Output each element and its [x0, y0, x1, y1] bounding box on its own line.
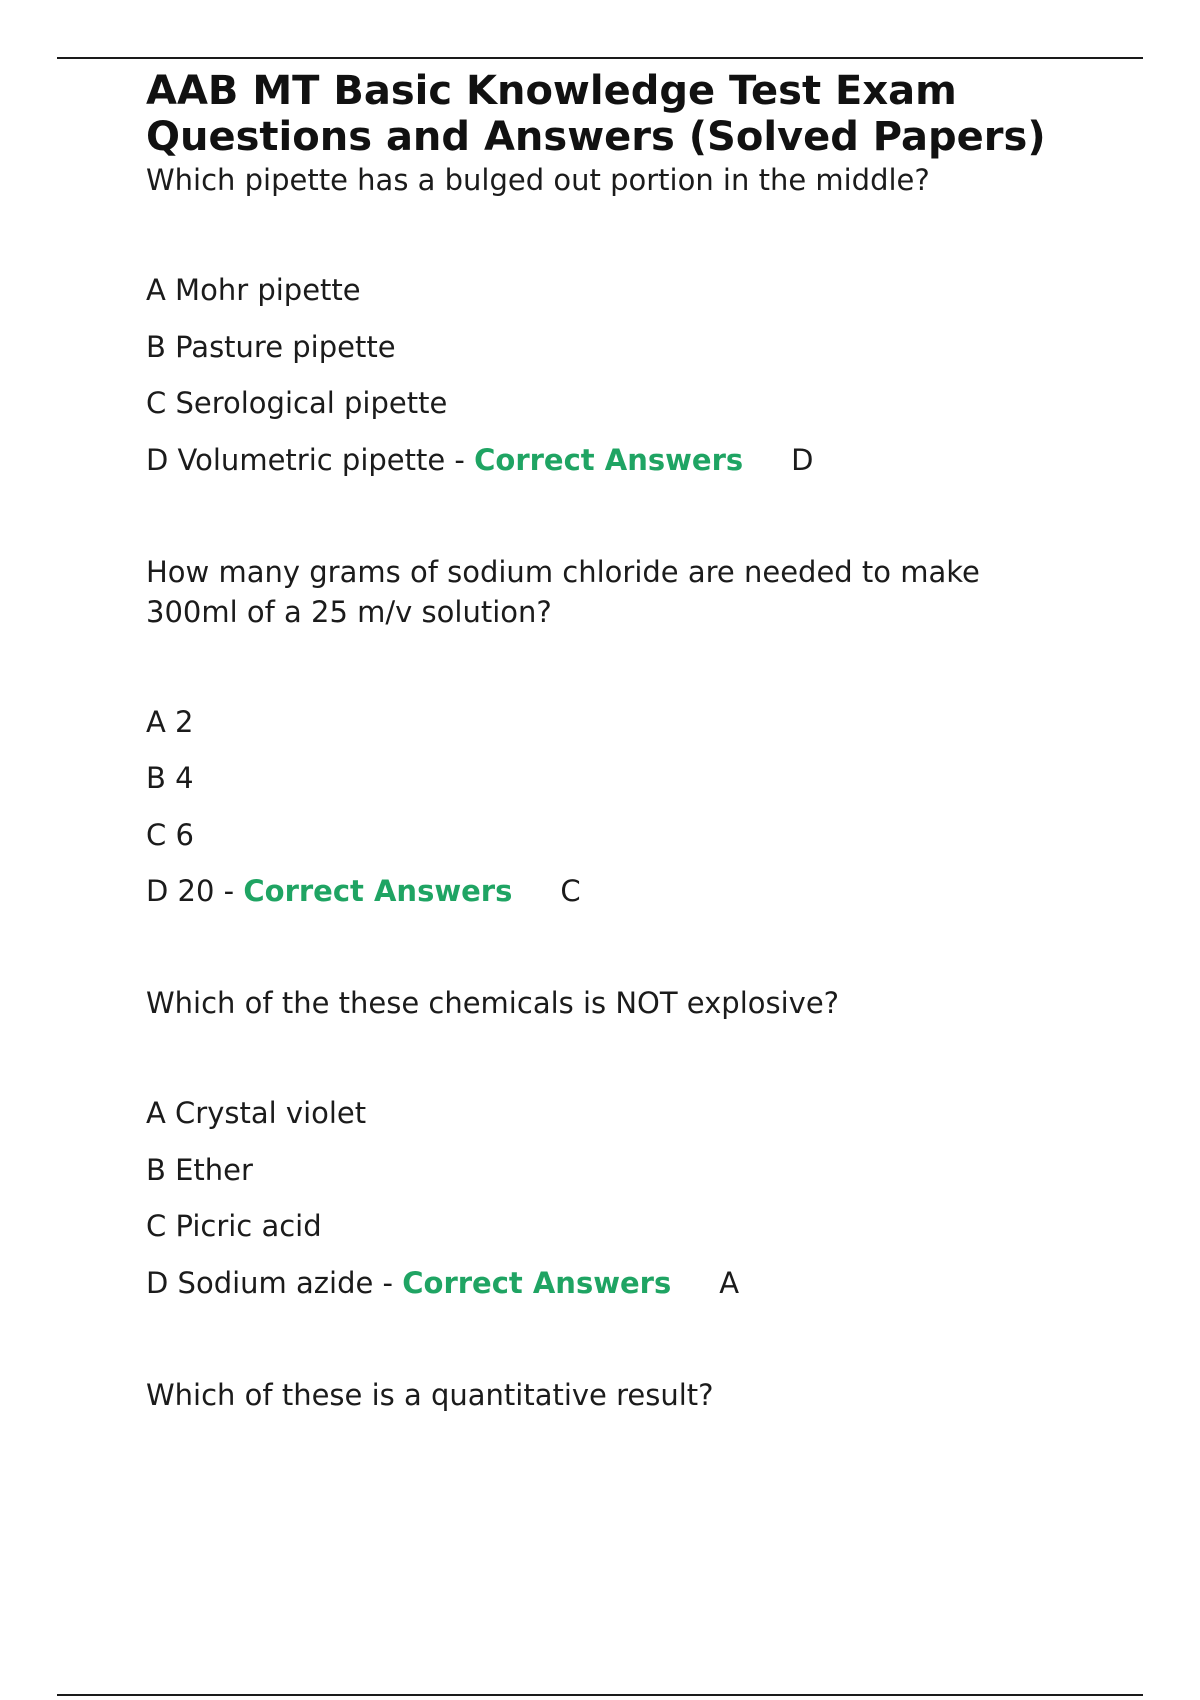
option-c: C 6: [146, 817, 194, 852]
option-a: A Mohr pipette: [146, 273, 361, 307]
question-text: Which of the these chemicals is NOT explosive?: [146, 986, 840, 1020]
option-b: B 4: [146, 761, 194, 795]
top-rule: [57, 57, 1143, 59]
option-d: D 20 - Correct Answers C: [146, 871, 1076, 911]
question-block: [146, 552, 1076, 912]
option-list: [146, 1093, 1076, 1303]
answer-letter: A: [719, 1265, 740, 1300]
question-block: [146, 983, 1076, 1303]
option-b: B Pasture pipette: [146, 329, 396, 364]
correct-answers-label: Correct Answers: [243, 874, 513, 908]
document-body: [146, 68, 1076, 1415]
option-b: B Ether: [146, 1152, 253, 1187]
question-text: Which of these is a quantitative result?: [146, 1377, 714, 1412]
option-d: D Volumetric pipette - Correct Answers D: [146, 440, 1076, 480]
correct-answers-label: Correct Answers: [402, 1265, 672, 1300]
option-c: C Serological pipette: [146, 386, 448, 420]
answer-letter: D: [791, 442, 814, 477]
document-title: AAB MT Basic Knowledge Test Exam Questions and Answers (Solved Papers): [146, 68, 1046, 160]
option-a: A 2: [146, 704, 194, 739]
correct-answers-label: Correct Answers: [474, 442, 744, 477]
option-list: [146, 270, 1076, 480]
question-text: How many grams of sodium chloride are needed to make 300ml of a 25 m/v solution?: [146, 554, 980, 629]
option-c: C Picric acid: [146, 1209, 322, 1243]
question-text: Which pipette has a bulged out portion in the middle?: [146, 163, 930, 197]
bottom-rule: [57, 1694, 1143, 1696]
option-list: [146, 702, 1076, 912]
answer-letter: C: [560, 874, 581, 908]
question-block: [146, 1375, 1076, 1415]
question-block: [146, 160, 1076, 480]
option-a: A Crystal violet: [146, 1096, 367, 1130]
option-d: D Sodium azide - Correct Answers A: [146, 1263, 1076, 1303]
